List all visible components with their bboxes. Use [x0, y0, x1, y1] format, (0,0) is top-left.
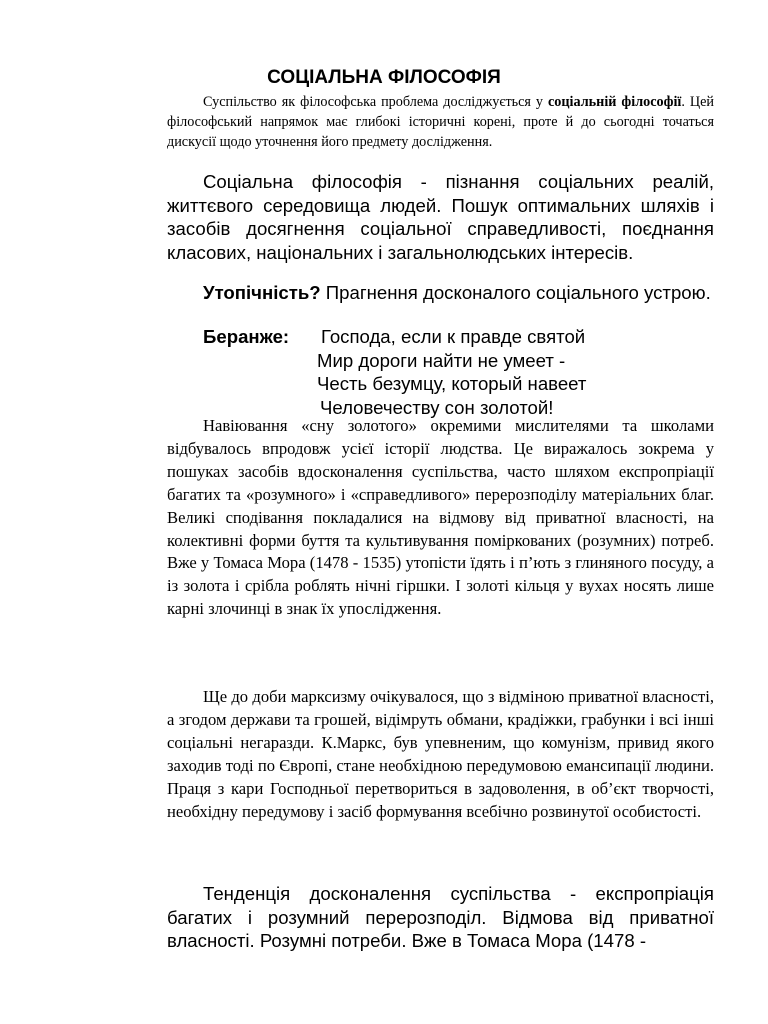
utopia-text: Прагнення досконалого соціального устрою.: [320, 282, 711, 303]
poem-line: [203, 325, 586, 349]
poem-line: Честь безумцу, который навеет: [317, 373, 587, 394]
poem-line: Мир дороги найти не умеет -: [317, 349, 566, 371]
poem-author: Беранже:: [203, 326, 290, 347]
poem-line-text: Господа, если к правде святой: [321, 326, 586, 347]
definition-paragraph: Соціальна філософія - пізнання соціальних реалій, життєвого середовища людей. Пошук оптимальних шляхів і засобів досягнення соціальної справедливості, поєднання класових, національних і загальнолюдських інтересів.: [167, 171, 714, 263]
poem-quote: [203, 325, 586, 419]
intro-text-end: . Цей філософський напрямок має глибокі історичні корені, проте й до сьогодні точаться дискусії щодо уточнення його предмету дослідження.: [167, 94, 714, 150]
utopia-bold-term: Утопічність?: [203, 282, 321, 303]
marxism-paragraph: Ще до доби марксизму очікувалося, що з відміною приватної власності, а згодом держави та грошей, відімруть обмани, крадіжки, грабунки і всі інші соціальні негаразди. К.Маркс, був упевненим, що комунізм, привид якого заходив тоді по Європі, стане необхідною передумовою емансипації людини. Праця з кари Господньої перетвориться в задоволення, в об’єкт творчості, необхідну передумову і засіб формування всебічно розвинутої особистості.: [167, 687, 714, 821]
utopia-paragraph: [167, 281, 714, 305]
intro-text-start: Суспільство як філософська проблема досліджується у: [203, 94, 548, 110]
intro-paragraph: [167, 92, 714, 152]
document-title: СОЦІАЛЬНА ФІЛОСОФІЯ: [267, 67, 501, 88]
dream-paragraph: Навіювання «сну золотого» окремими мислителями та школами відбувалось впродовж усієї історії людства. Це виражалось зокрема у пошуках засобів вдосконалення суспільства, часто шляхом експропріації багатих та «розумного» і «справедливого» перерозподілу матеріальних благ. Великі сподівання покладалися на відмову від приватної власності, на колективні форми буття та культивування поміркованих (розумних) потреб. Вже у Томаса Мора (1478 - 1535) утопісти їдять і п’ють з глиняного посуду, а із золота і срібла роблять нічні гіршки. І золоті кільця у вухах носять лише карні злочинці в знак їх упослідження.: [167, 416, 714, 619]
tendency-paragraph: Тенденція досконалення суспільства - експропріація багатих і розумний перерозподіл. Відмова від приватної власності. Розумні потреби. Вже в Томаса Мора (1478 -: [167, 883, 714, 951]
poem-line: Человечеству сон золотой!: [320, 396, 554, 418]
intro-bold-term: соціальній філософії: [547, 94, 682, 110]
